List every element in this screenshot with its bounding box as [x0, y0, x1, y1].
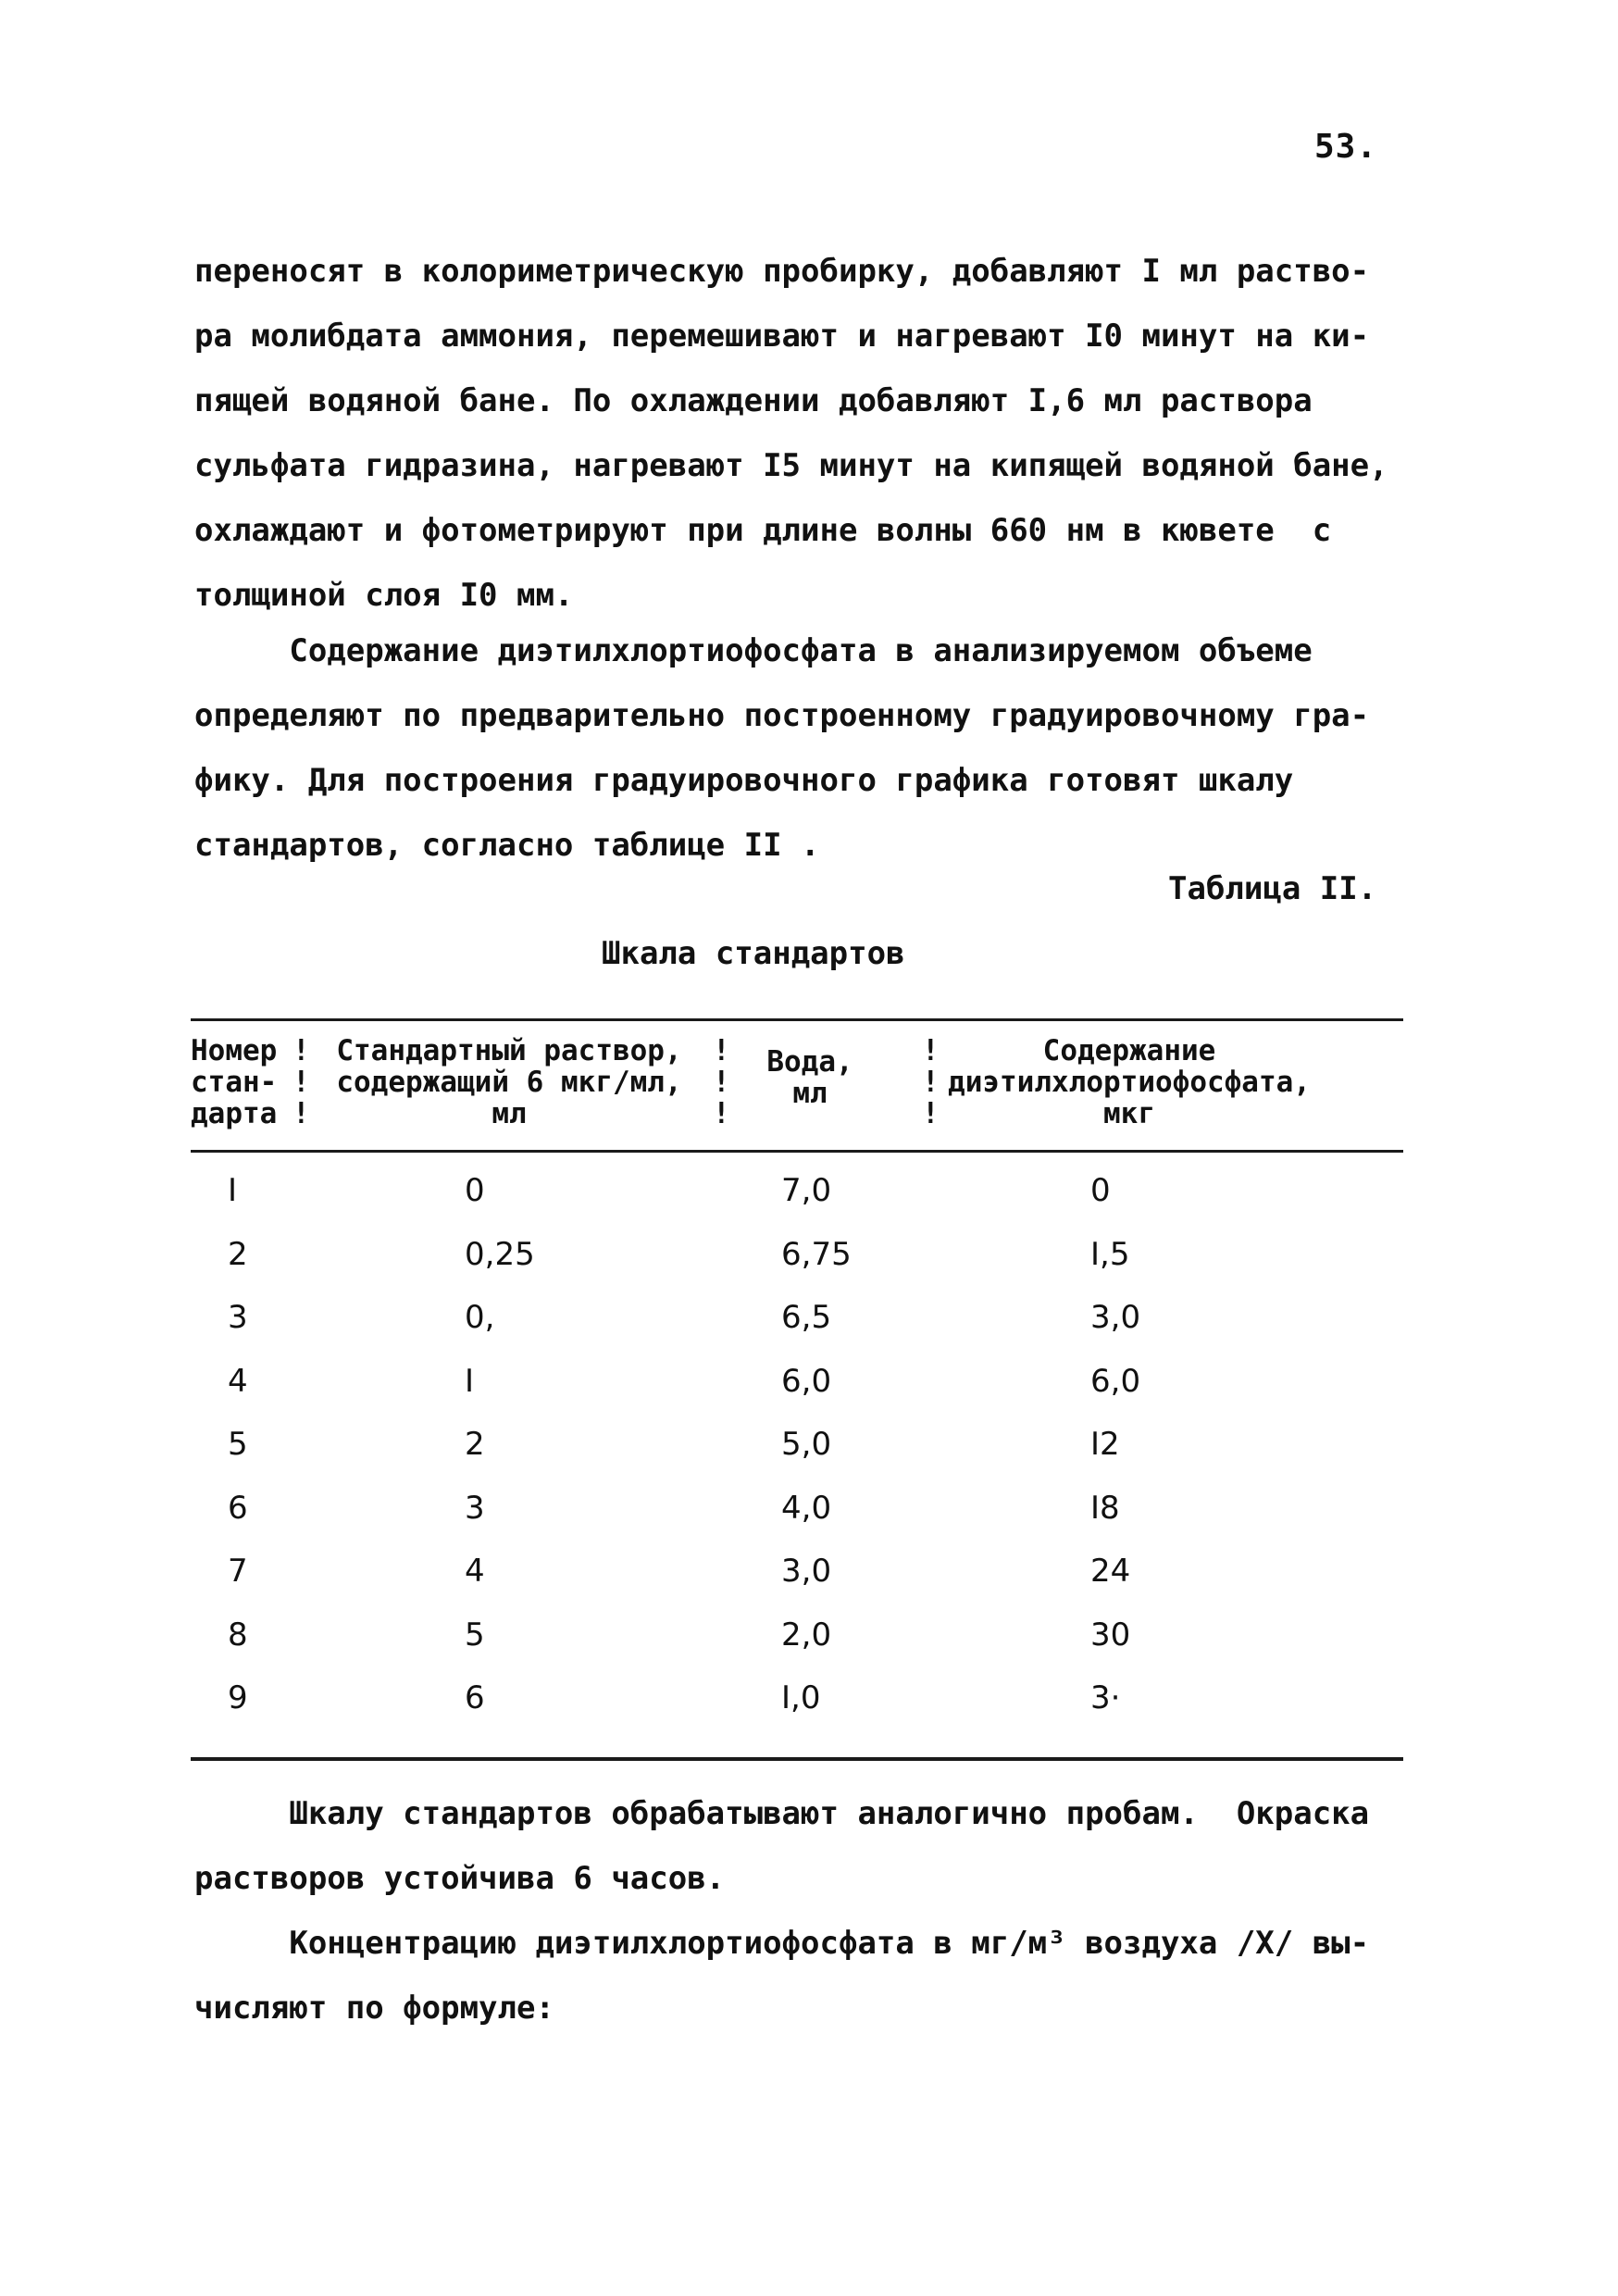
- header-content: Содержание диэтилхлортиофосфата, мкг: [948, 1034, 1311, 1130]
- text-line: числяют по формуле:: [194, 1990, 554, 2027]
- paragraph-calibration: [194, 618, 1425, 878]
- paragraph-processing: [194, 1781, 1425, 2040]
- cell-water: 6,0: [781, 1362, 832, 1400]
- table-body: [0, 1163, 1618, 1734]
- table-row: [0, 1227, 1618, 1291]
- table-row: [0, 1480, 1618, 1544]
- text-line: определяют по предварительно построенному градуировочному гра-: [194, 697, 1370, 734]
- cell-number: 4: [228, 1362, 248, 1400]
- cell-water: 6,75: [781, 1235, 852, 1273]
- text-line: растворов устойчива 6 часов.: [194, 1860, 726, 1897]
- cell-water: I,0: [781, 1679, 821, 1716]
- header-standard-number: Номер стан- дарта: [191, 1034, 278, 1130]
- table-header-rule: [191, 1150, 1403, 1153]
- table-row: [0, 1543, 1618, 1607]
- text-line: Шкалу стандартов обрабатывают аналогично пробам. Окраска: [194, 1795, 1370, 1832]
- table-row: [0, 1670, 1618, 1734]
- cell-number: 6: [228, 1489, 248, 1527]
- table-row: [0, 1416, 1618, 1480]
- cell-solution: 0,25: [465, 1235, 535, 1273]
- text-line: Содержание диэтилхлортиофосфата в анализируемом объеме: [194, 632, 1313, 669]
- cell-content: I2: [1090, 1426, 1120, 1463]
- cell-number: 9: [228, 1679, 248, 1716]
- cell-content: 6,0: [1090, 1362, 1141, 1400]
- text-line: сульфата гидразина, нагревают I5 минут на кипящей водяной бане,: [194, 447, 1388, 484]
- text-line: толщиной слоя I0 мм.: [194, 577, 574, 614]
- table-label: Таблица II.: [1168, 870, 1377, 907]
- cell-content: 30: [1090, 1616, 1131, 1653]
- text-line: Концентрацию диэтилхлортиофосфата в мг/м³ воздуха /Х/ вы-: [194, 1925, 1370, 1962]
- cell-number: I: [228, 1172, 238, 1209]
- table-row: [0, 1607, 1618, 1671]
- cell-number: 2: [228, 1235, 248, 1273]
- cell-number: 7: [228, 1553, 248, 1590]
- table-row: [0, 1163, 1618, 1227]
- cell-water: 5,0: [781, 1426, 832, 1463]
- cell-water: 7,0: [781, 1172, 832, 1209]
- paragraph-procedure: [194, 239, 1425, 628]
- cell-water: 4,0: [781, 1489, 832, 1527]
- cell-number: 5: [228, 1426, 248, 1463]
- column-separator: ! ! !: [292, 1034, 310, 1130]
- cell-number: 3: [228, 1299, 248, 1336]
- cell-solution: 5: [465, 1616, 485, 1653]
- cell-water: 3,0: [781, 1553, 832, 1590]
- text-line: переносят в колориметрическую пробирку, добавляют I мл раство-: [194, 253, 1370, 290]
- table-bottom-rule: [191, 1757, 1403, 1761]
- cell-content: 3,0: [1090, 1299, 1141, 1336]
- table-title: Шкала стандартов: [602, 935, 905, 972]
- text-line: охлаждают и фотометрируют при длине волны 660 нм в кювете с: [194, 512, 1332, 549]
- page-number: 53.: [1314, 128, 1378, 166]
- cell-solution: 0,: [465, 1299, 495, 1336]
- cell-water: 6,5: [781, 1299, 832, 1336]
- cell-solution: 0: [465, 1172, 485, 1209]
- cell-water: 2,0: [781, 1616, 832, 1653]
- cell-content: I8: [1090, 1489, 1120, 1527]
- text-line: фику. Для построения градуировочного графика готовят шкалу: [194, 762, 1294, 799]
- cell-solution: 4: [465, 1553, 485, 1590]
- cell-solution: 2: [465, 1426, 485, 1463]
- table-top-rule: [191, 1018, 1403, 1021]
- table-row: [0, 1354, 1618, 1417]
- cell-content: 24: [1090, 1553, 1131, 1590]
- column-separator: ! ! !: [922, 1034, 940, 1130]
- cell-solution: 3: [465, 1489, 485, 1527]
- cell-content: 0: [1090, 1172, 1111, 1209]
- header-standard-solution: Стандартный раствор, содержащий 6 мкг/мл, мл: [336, 1034, 682, 1130]
- column-separator: ! ! !: [713, 1034, 730, 1130]
- text-line: ра молибдата аммония, перемешивают и нагревают I0 минут на ки-: [194, 318, 1370, 355]
- cell-solution: 6: [465, 1679, 485, 1716]
- cell-content: 3·: [1090, 1679, 1121, 1716]
- header-water: Вода, мл: [766, 1045, 853, 1110]
- cell-solution: I: [465, 1362, 475, 1400]
- cell-content: I,5: [1090, 1235, 1130, 1273]
- cell-number: 8: [228, 1616, 248, 1653]
- table-row: [0, 1290, 1618, 1354]
- text-line: стандартов, согласно таблице II .: [194, 827, 820, 864]
- text-line: пящей водяной бане. По охлаждении добавляют I,6 мл раствора: [194, 382, 1313, 419]
